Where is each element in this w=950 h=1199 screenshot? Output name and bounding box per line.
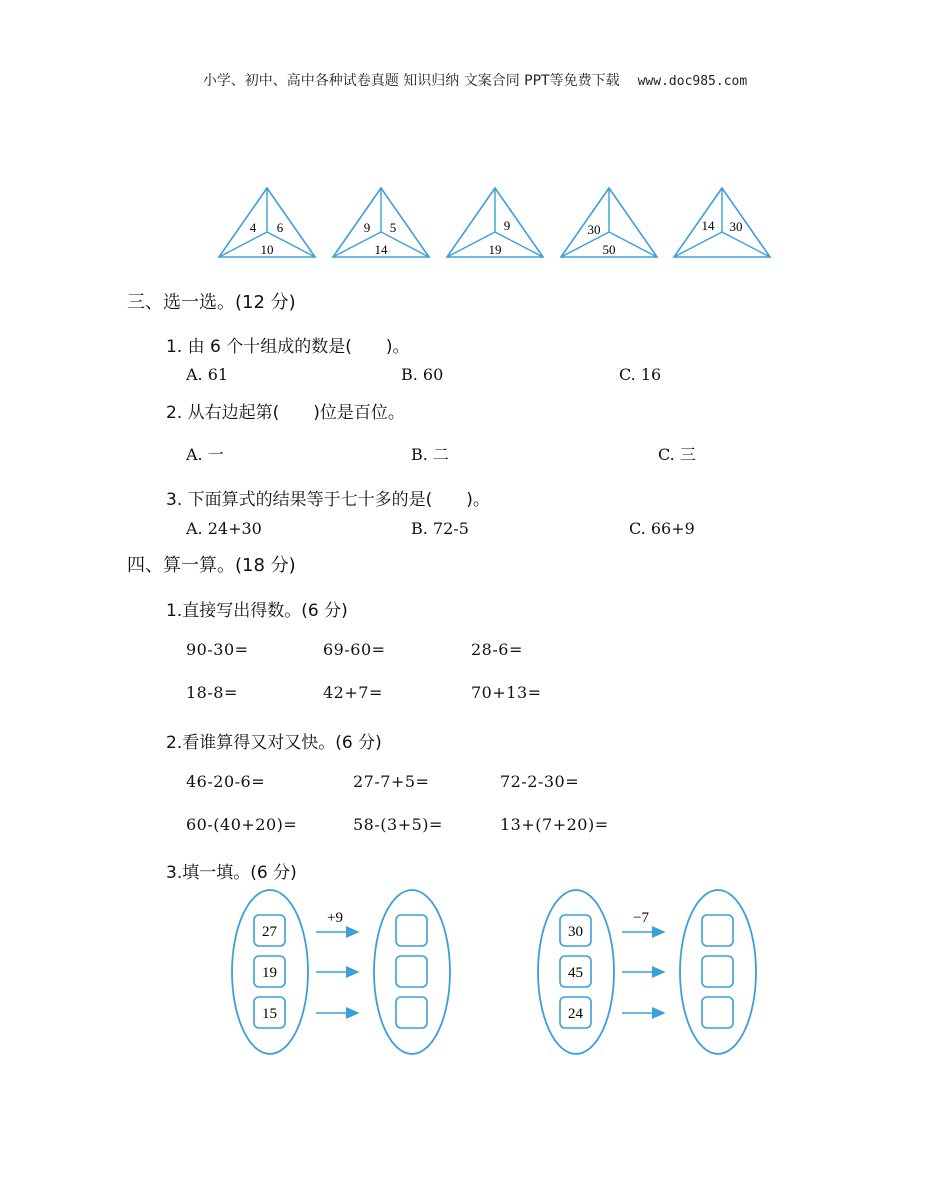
calc-2-3: 72-2-30=: [500, 772, 580, 791]
triangle-2-right: 5: [389, 220, 397, 235]
triangle-5-left: 14: [701, 218, 715, 233]
triangle-1-bottom: 10: [260, 242, 274, 257]
header-text: 小学、初中、高中各种试卷真题 知识归纳 文案合同 PPT等免费下载: [202, 73, 620, 89]
calc-2-6: 13+(7+20)=: [500, 815, 609, 834]
calc-1-1: 90-30=: [186, 640, 249, 659]
answer-box[interactable]: [396, 956, 427, 987]
calc-1-3: 28-6=: [471, 640, 523, 659]
q2-text: 2. 从右边起第( )位是百位。: [166, 403, 405, 423]
section4-title: 四、算一算。(18 分): [127, 555, 296, 576]
q1-option-c[interactable]: C. 16: [619, 365, 662, 384]
triangle-5: [674, 188, 770, 257]
right-operation: −7: [633, 910, 649, 926]
number-triangles: [0, 180, 950, 270]
right-mapping: [538, 890, 756, 1054]
calc-1-4: 18-8=: [186, 683, 238, 702]
calc-1-6: 70+13=: [471, 683, 542, 702]
triangle-1: [219, 188, 315, 257]
triangle-3-right: 9: [503, 218, 511, 233]
left-num-1: 27: [262, 924, 277, 940]
answer-box[interactable]: [702, 997, 733, 1028]
triangle-2-bottom: 14: [374, 242, 388, 257]
right-num-3: 24: [568, 1006, 583, 1022]
calc-2-5: 58-(3+5)=: [353, 815, 443, 834]
left-mapping: [232, 890, 450, 1054]
q2-option-a[interactable]: A. 一: [186, 445, 224, 464]
fill-in-diagram: [0, 880, 950, 1065]
part3-title: 3.填一填。(6 分): [166, 863, 297, 883]
answer-box[interactable]: [396, 997, 427, 1028]
left-num-2: 19: [262, 965, 277, 981]
triangle-4-left: 30: [587, 222, 601, 237]
calc-1-5: 42+7=: [323, 683, 383, 702]
calc-2-1: 46-20-6=: [186, 772, 266, 791]
answer-box[interactable]: [396, 915, 427, 946]
answer-box[interactable]: [702, 956, 733, 987]
q1-option-a[interactable]: A. 61: [186, 365, 229, 384]
left-operation: +9: [327, 910, 343, 926]
q2-option-c[interactable]: C. 三: [658, 445, 696, 464]
q3-text: 3. 下面算式的结果等于七十多的是( )。: [166, 490, 490, 510]
triangle-4: [561, 188, 657, 257]
triangle-3: [447, 188, 543, 257]
q1-option-b[interactable]: B. 60: [401, 365, 444, 384]
q3-option-b[interactable]: B. 72-5: [411, 519, 469, 538]
page-header: [0, 70, 950, 90]
triangle-1-right: 6: [276, 220, 284, 235]
header-site: www.doc985.com: [637, 74, 748, 89]
left-num-3: 15: [262, 1006, 277, 1022]
triangle-4-bottom: 50: [602, 242, 616, 257]
answer-box[interactable]: [702, 915, 733, 946]
triangle-2-left: 9: [363, 220, 371, 235]
q3-option-a[interactable]: A. 24+30: [186, 519, 262, 538]
q2-option-b[interactable]: B. 二: [411, 445, 449, 464]
part2-title: 2.看谁算得又对又快。(6 分): [166, 733, 382, 753]
part1-title: 1.直接写出得数。(6 分): [166, 601, 348, 621]
triangle-5-right: 30: [729, 219, 743, 234]
right-num-1: 30: [568, 924, 583, 940]
calc-2-2: 27-7+5=: [353, 772, 430, 791]
triangle-2: [333, 188, 429, 257]
calc-1-2: 69-60=: [323, 640, 386, 659]
triangle-1-left: 4: [249, 220, 257, 235]
triangle-3-bottom: 19: [488, 242, 502, 257]
section3-title: 三、选一选。(12 分): [127, 292, 296, 313]
calc-2-4: 60-(40+20)=: [186, 815, 298, 834]
q1-text: 1. 由 6 个十组成的数是( )。: [166, 337, 410, 357]
q3-option-c[interactable]: C. 66+9: [629, 519, 695, 538]
right-num-2: 45: [568, 965, 583, 981]
